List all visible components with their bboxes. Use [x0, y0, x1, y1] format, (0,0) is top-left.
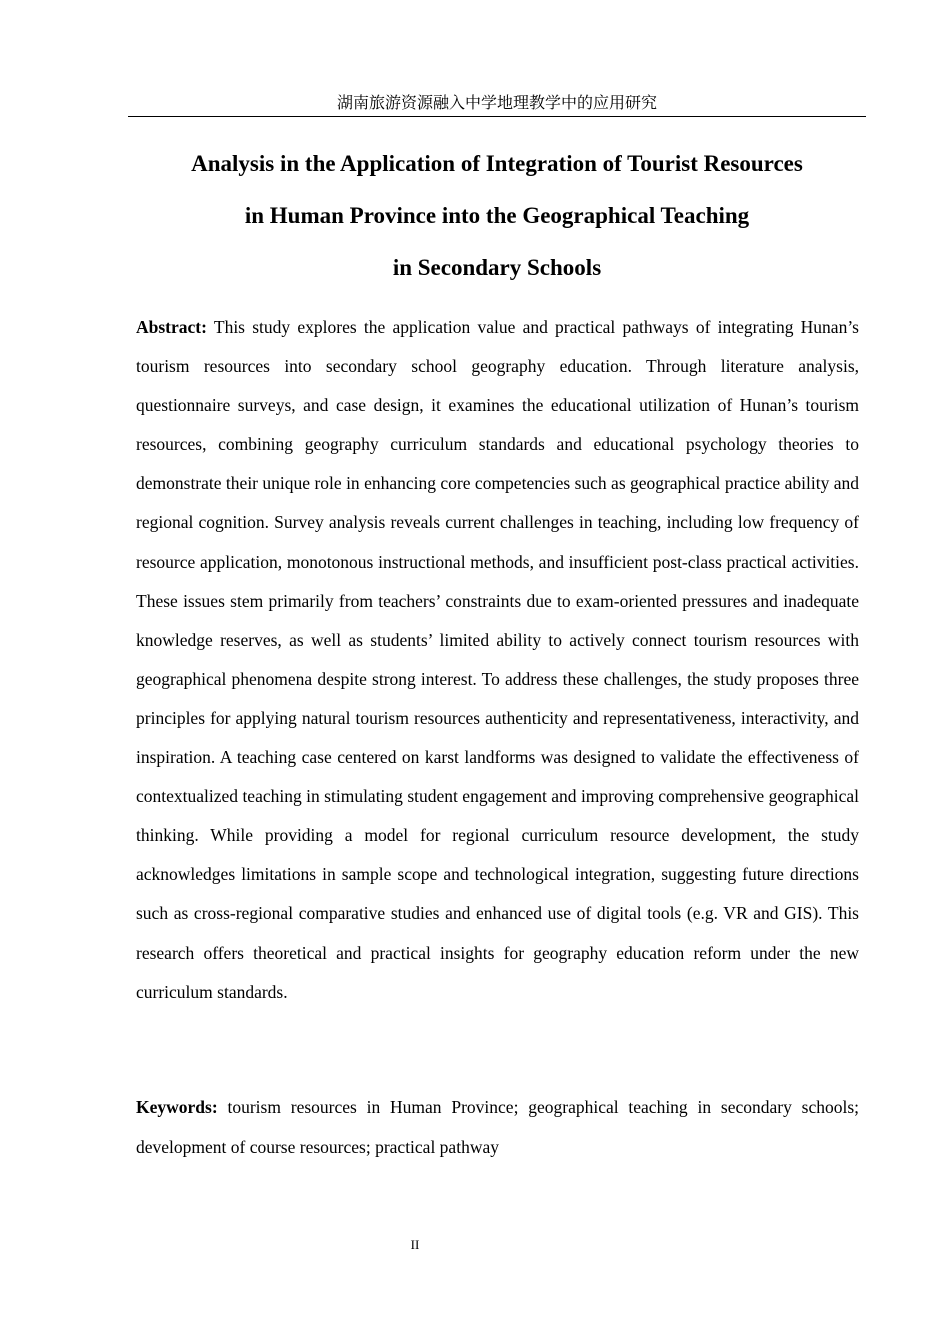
keywords-paragraph [136, 1088, 859, 1167]
abstract-text: This study explores the application value and practical pathways of integrating Hunan’s tourism resources into secondary school geography education. Through literature analysis, questionnaire surveys, and case design, it examines the educational utilization of Hunan’s tourism resources, combining geography curriculum standards and educational psychology theories to demonstrate their unique role in enhancing core competencies such as geographical practice ability and regional cognition. Survey analysis reveals current challenges in teaching, including low frequency of resource application, monotonous instructional methods, and insufficient post-class practical activities. These issues stem primarily from teachers’ constraints due to exam-oriented pressures and inadequate knowledge reserves, as well as students’ limited ability to actively connect tourism resources with geographical phenomena despite strong interest. To address these challenges, the study proposes three principles for applying natural tourism resources authenticity and representativeness, interactivity, and inspiration. A teaching case centered on karst landforms was designed to validate the effectiveness of contextualized teaching in stimulating student engagement and improving comprehensive geographical thinking. While providing a model for regional curriculum resource development, the study acknowledges limitations in sample scope and technological integration, suggesting future directions such as cross-regional comparative studies and enhanced use of digital tools (e.g. VR and GIS). This research offers theoretical and practical insights for geography education reform under the new curriculum standards. [136, 317, 859, 1002]
page-number: II [410, 1237, 420, 1252]
keywords-text: tourism resources in Human Province; geographical teaching in secondary schools; development of course resources; practical pathway [136, 1097, 860, 1157]
title-line-2: in Human Province into the Geographical Teaching [244, 203, 750, 228]
running-header [128, 92, 866, 117]
title-line-3: in Secondary Schools [392, 255, 602, 280]
english-title [128, 138, 866, 294]
abstract-paragraph [136, 308, 859, 1012]
keywords-label: Keywords: [136, 1097, 218, 1117]
running-header-title: 湖南旅游资源融入中学地理教学中的应用研究 [336, 93, 657, 112]
abstract-label: Abstract: [136, 317, 207, 337]
title-line-1: Analysis in the Application of Integration of Tourist Resources [191, 151, 803, 176]
